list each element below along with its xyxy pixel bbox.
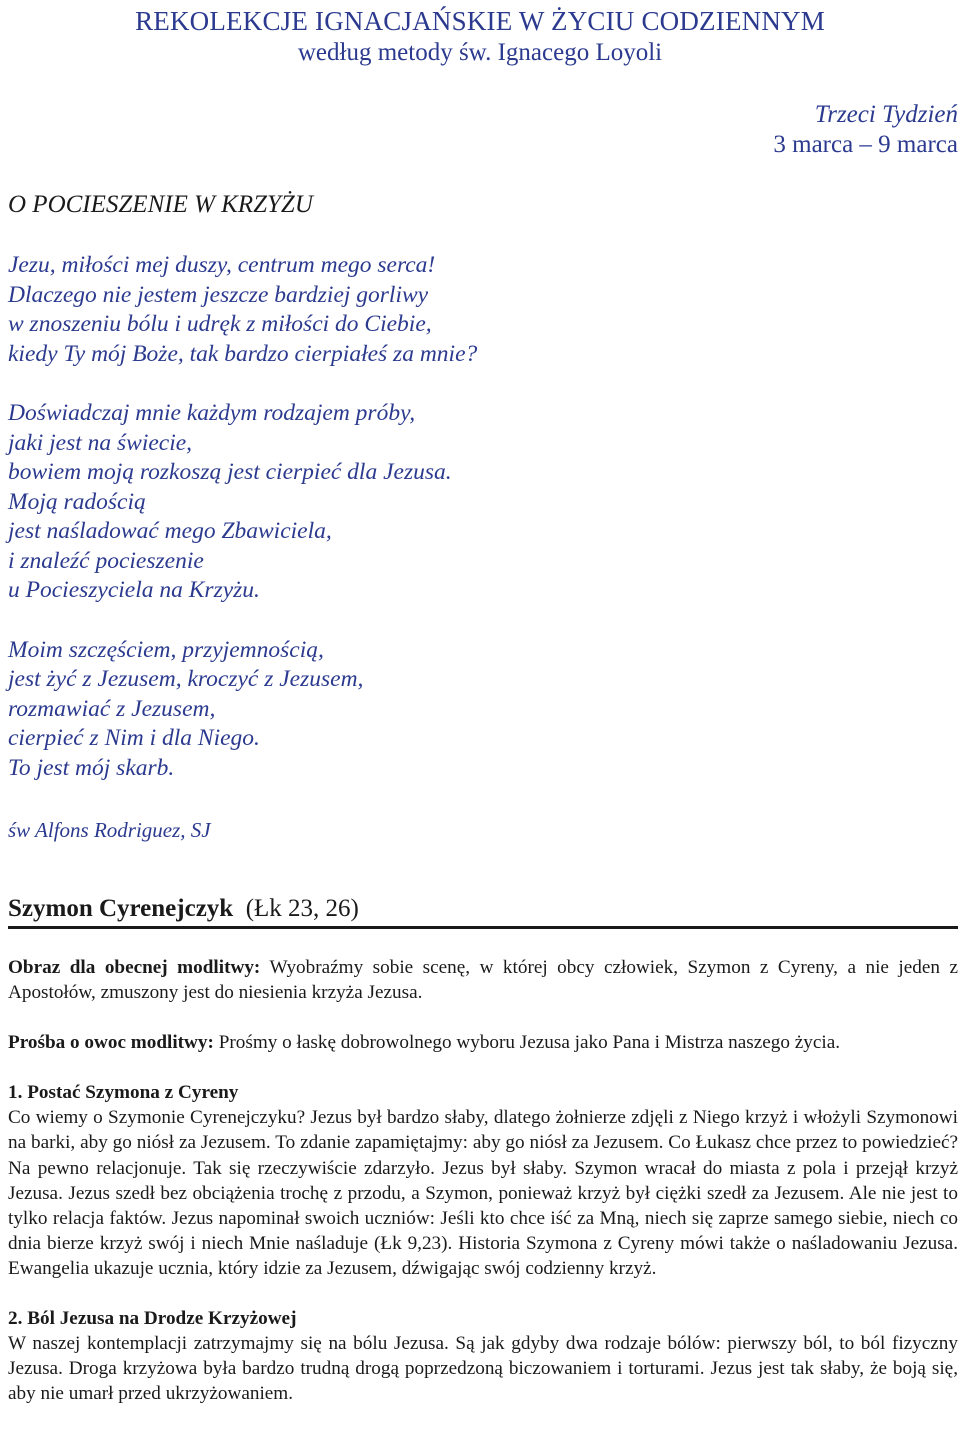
prayer-stanza-3 [8,636,477,784]
prayer-line: jest naśladować mego Zbawiciela, [8,518,332,544]
point-2-title: 2. Ból Jezusa na Drodze Krzyżowej [8,1308,297,1330]
prosba-paragraph [8,1030,958,1055]
document-body [8,955,958,1406]
prayer-heading: O POCIESZENIE W KRZYŻU [8,191,313,218]
prosba-label: Prośba o owoc modlitwy: [8,1032,214,1054]
week-info [773,100,958,160]
section-title-text: Szymon Cyrenejczyk [8,895,234,922]
prayer-line: Moją radością [8,488,146,515]
prayer-line: jaki jest na świecie, [8,429,193,456]
prayer-line: Doświadczaj mnie każdym rodzajem próby, [8,400,416,426]
point-1-text: Co wiemy o Szymonie Cyrenejczyku? Jezus był bardzo słaby, dlatego żołnierze zdjęli z Niego krzyż i włożyli Szymonowi na barki, aby go niósł za Jezusem. To zdanie zapamiętajmy: aby go niósł za Jezusem. Co Łukasz chce przez to powiedzieć? Na pewno relacjonuje. Tak się rzeczywiście zdarzyło. Jezus był słaby. Szymon wracał do miasta z pola i przejął krzyż Jezusa. Jezus szedł bez obciążenia trochę z przodu, a Szymon, ponieważ krzyż był ciężki szedł za Jezusem. Ale nie jest to tylko relacja faktów. Jezus napominał swoich uczniów: Jeśli kto chce iść za Mną, niech się zaprze samego siebie, niech co dnia bierze krzyż swój i niech Mnie naśladuje (Łk 9,23). Historia Szymona z Cyreny mówi także o naśladowaniu Jezusa. Ewangelia ukazuje ucznia, który idzie za Jezusem, dźwigając swój codzienny krzyż. [8,1107,958,1279]
prayer-stanza-2 [8,399,477,606]
prayer-line: i znaleźć pocieszenie [8,547,204,574]
prayer-line: cierpieć z Nim i dla Niego. [8,725,260,751]
document-header [0,0,960,68]
prayer-line: rozmawiać z Jezusem, [8,695,216,722]
prayer-line: Dlaczego nie jestem jeszcze bardziej gorliwy [8,281,429,308]
obraz-text: Wyobraźmy sobie scenę, w której obcy człowiek, Szymon z Cyreny, a nie jeden z Apostołów, zmuszony jest do niesienia krzyża Jezusa. [8,957,958,1004]
prosba-text: Prośmy o łaskę dobrowolnego wyboru Jezusa jako Pana i Mistrza naszego życia. [218,1032,841,1054]
obraz-label: Obraz dla obecnej modlitwy: [8,957,261,978]
prayer-line: u Pocieszyciela na Krzyżu. [8,577,260,603]
document-title: REKOLEKCJE IGNACJAŃSKIE W ŻYCIU CODZIENNYM [135,6,825,36]
prayer-line: Jezu, miłości mej duszy, centrum mego serca! [8,252,436,278]
week-name: Trzeci Tydzień [814,101,958,128]
prayer-line: Moim szczęściem, przyjemnością, [8,636,324,663]
prayer-line: kiedy Ty mój Boże, tak bardzo cierpiałeś za mnie? [8,340,478,367]
section-scripture-ref: (Łk 23, 26) [245,895,359,922]
section-title [8,895,958,929]
prayer-line: w znoszeniu bólu i udręk z miłości do Ciebie, [8,311,432,337]
prayer-line: jest żyć z Jezusem, kroczyć z Jezusem, [8,666,364,692]
point-1-paragraph [8,1080,958,1281]
prayer-author: św Alfons Rodriguez, SJ [8,818,211,842]
week-dates: 3 marca – 9 marca [773,131,958,158]
point-2-paragraph [8,1306,958,1406]
prayer-text [8,251,477,813]
prayer-line: To jest mój skarb. [8,754,175,781]
prayer-stanza-1 [8,251,477,369]
prayer-line: bowiem moją rozkoszą jest cierpieć dla Jezusa. [8,459,452,485]
point-2-text: W naszej kontemplacji zatrzymajmy się na bólu Jezusa. Są jak gdyby dwa rodzaje bólów: pierwszy ból, to ból fizyczny Jezusa. Droga krzyżowa była bardzo trudną drogą poprzedzoną biczowaniem i torturami. Jezus jest tak słaby, że boją się, aby nie umarł przed ukrzyżowaniem. [8,1333,958,1405]
obraz-paragraph [8,955,958,1005]
document-subtitle: według metody św. Ignacego Loyoli [297,39,663,66]
point-1-title: 1. Postać Szymona z Cyreny [8,1082,239,1104]
